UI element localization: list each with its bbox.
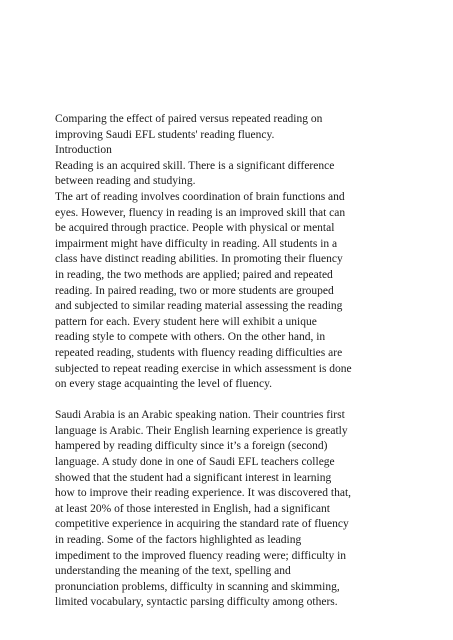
title-line: improving Saudi EFL students' reading fluency. (55, 128, 275, 141)
text-line: eyes. However, fluency in reading is an improved skill that can (55, 206, 346, 219)
text-line: limited vocabulary, syntactic parsing difficulty among others. (55, 596, 338, 609)
text-line: in reading. Some of the factors highlighted as leading (55, 534, 302, 547)
paragraph-gap (55, 393, 407, 409)
text-line: language is Arabic. Their English learning experience is greatly (55, 424, 348, 437)
text-line: pronunciation problems, difficulty in scanning and skimming, (55, 580, 340, 593)
text-line: impediment to the improved fluency reading were; difficulty in (55, 549, 347, 562)
text-line: class have distinct reading abilities. In promoting their fluency (55, 253, 343, 266)
text-line: subjected to repeat reading exercise in which assessment is done (55, 362, 352, 375)
text-line: pattern for each. Every student here will exhibit a unique (55, 315, 317, 328)
text-line: reading. In paired reading, two or more students are grouped (55, 284, 334, 297)
paragraph-block-1 (55, 112, 407, 393)
paragraph-block-2 (55, 408, 407, 611)
text-line: how to improve their reading experience. It was discovered that, (55, 487, 352, 500)
text-line: Reading is an acquired skill. There is a significant difference (55, 159, 335, 172)
text-line: and subjected to similar reading material assessing the reading (55, 300, 343, 313)
text-line: competitive experience in acquiring the standard rate of fluency (55, 518, 349, 531)
text-line: impairment might have difficulty in reading. All students in a (55, 237, 338, 250)
text-line: understanding the meaning of the text, spelling and (55, 565, 291, 578)
text-line: at least 20% of those interested in English, had a significant (55, 502, 330, 515)
text-line: between reading and studying. (55, 175, 196, 188)
text-line: in reading, the two methods are applied; paired and repeated (55, 268, 333, 281)
text-line: The art of reading involves coordination of brain functions and (55, 190, 345, 203)
text-line: repeated reading, students with fluency reading difficulties are (55, 346, 343, 359)
text-line: language. A study done in one of Saudi EFL teachers college (55, 456, 335, 469)
text-line: showed that the student had a significant interest in learning (55, 471, 332, 484)
text-line: hampered by reading difficulty since it’s a foreign (second) (55, 440, 328, 453)
document-page (55, 112, 407, 611)
section-heading: Introduction (55, 144, 112, 157)
text-line: reading style to compete with others. On the other hand, in (55, 331, 326, 344)
text-line: be acquired through practice. People with physical or mental (55, 222, 335, 235)
title-line: Comparing the effect of paired versus repeated reading on (55, 113, 323, 125)
text-line: on every stage acquainting the level of fluency. (55, 378, 273, 391)
text-line: Saudi Arabia is an Arabic speaking nation. Their countries first (55, 409, 345, 422)
